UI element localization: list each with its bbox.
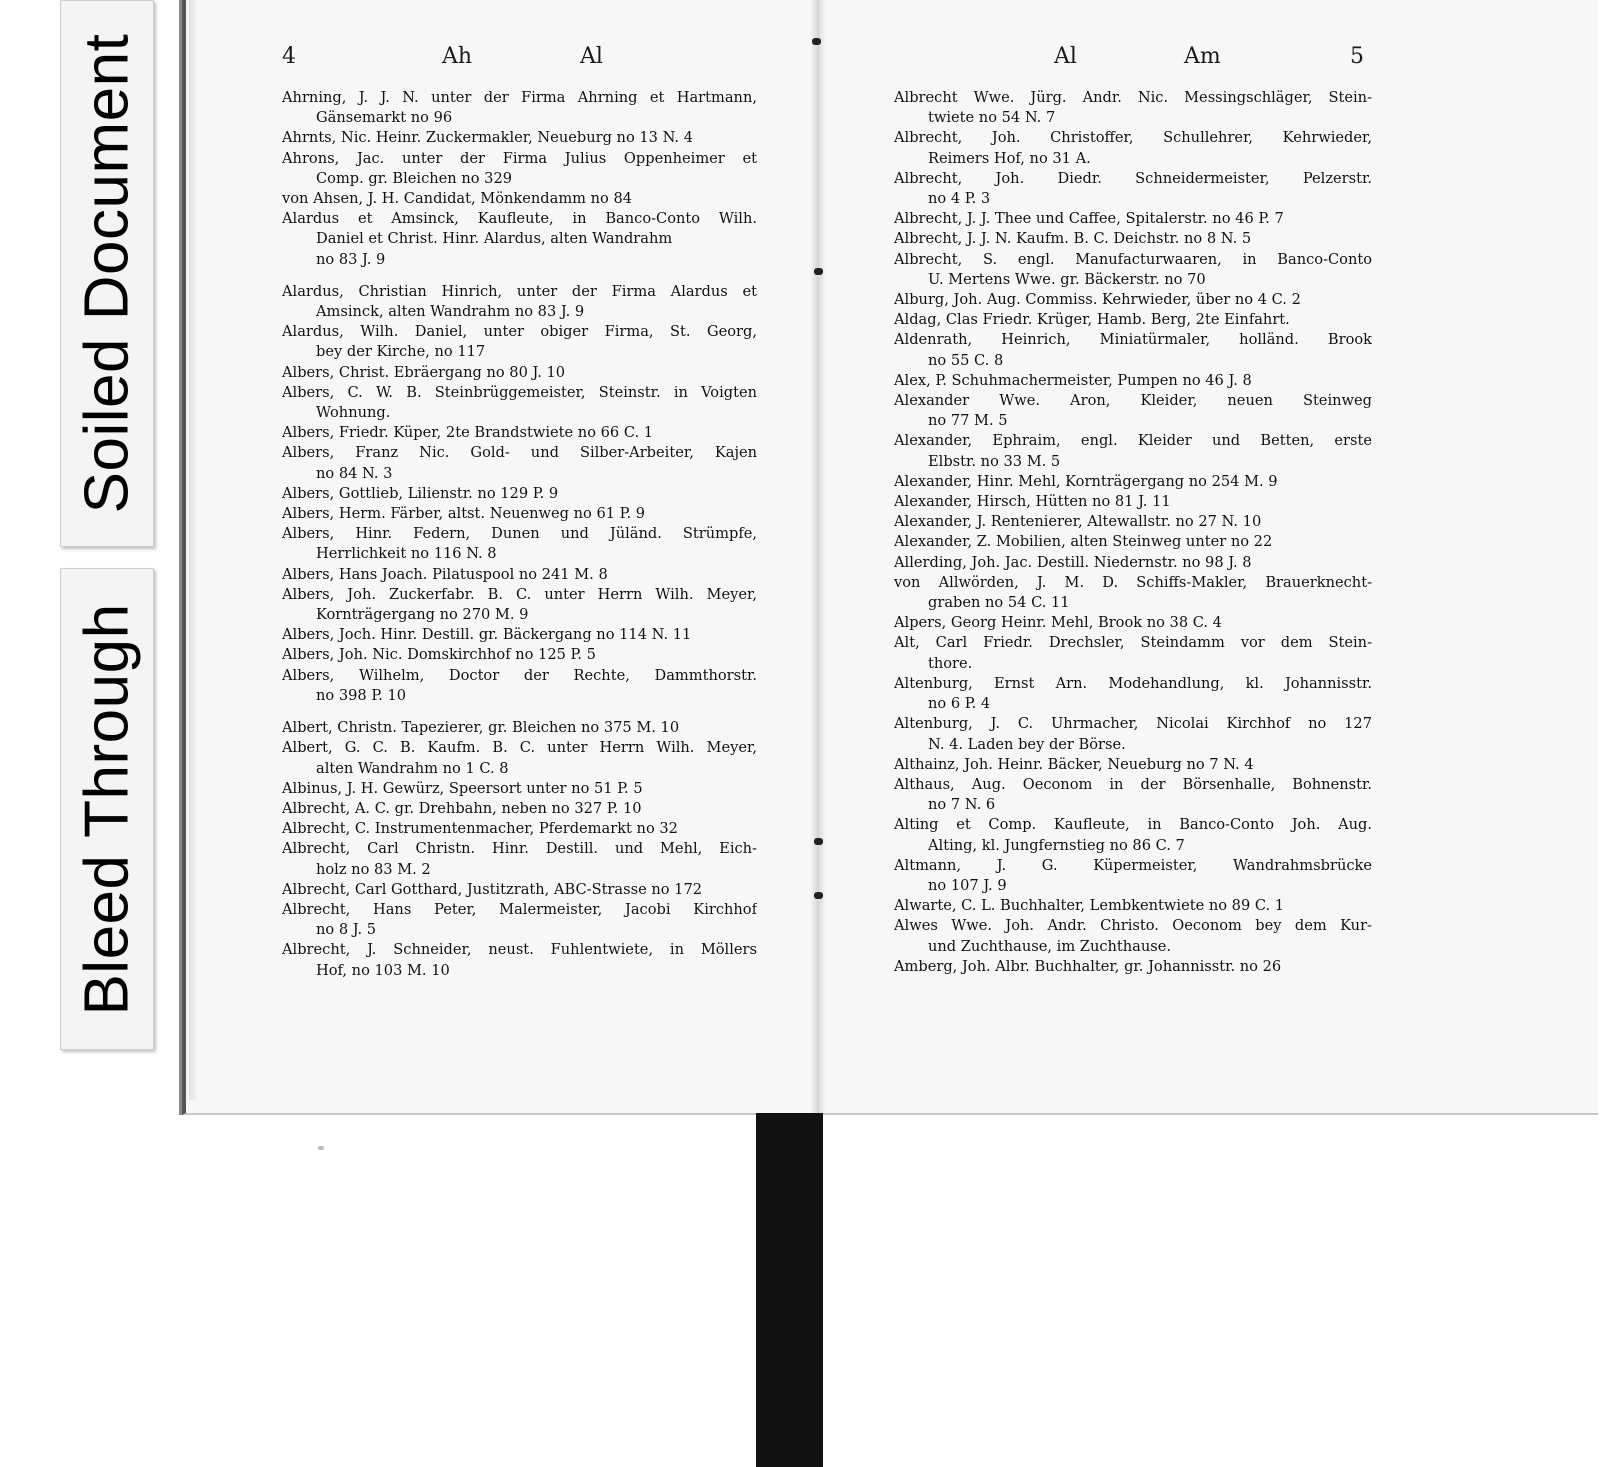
- entry-line: Alpers, Georg Heinr. Mehl, Brook no 38 C. 4: [894, 614, 1222, 632]
- entry-continuation: und Zuchthause, im Zuchthause.: [928, 937, 1172, 955]
- entry-continuation: Wohnung.: [316, 404, 391, 422]
- directory-entry: [894, 532, 1372, 552]
- entry-line: Ahrning, J. J. N. unter der Firma Ahrning et Hartmann,: [282, 89, 757, 106]
- directory-entry: [894, 553, 1372, 573]
- directory-entry: [282, 128, 757, 148]
- entry-line: Alexander, J. Rentenierer, Altewallstr. no 27 N. 10: [894, 513, 1262, 531]
- entry-line: Albers, Wilhelm, Doctor der Rechte, Dammthorstr.: [282, 666, 757, 684]
- entry-line: Albers, C. W. B. Steinbrüggemeister, Steinstr. in Voigten: [282, 383, 757, 401]
- binding-stitch: [814, 892, 823, 899]
- entry-continuation: Alting, kl. Jungfernstieg no 86 C. 7: [928, 836, 1185, 854]
- left-running-head: [282, 44, 757, 78]
- directory-entry: [282, 666, 757, 706]
- entry-continuation: no 107 J. 9: [928, 876, 1007, 894]
- entry-continuation: Gänsemarkt no 96: [316, 109, 453, 127]
- directory-entry: [282, 880, 757, 900]
- binding-stitch: [812, 38, 821, 45]
- binding-stitch: [814, 268, 823, 275]
- bleed-through-label: Bleed Through: [72, 602, 142, 1016]
- entry-line: Albrecht, J. Schneider, neust. Fuhlentwiete, in Möllers: [282, 941, 757, 959]
- entry-continuation: alten Wandrahm no 1 C. 8: [316, 759, 509, 777]
- entry-line: Alburg, Joh. Aug. Commiss. Kehrwieder, über no 4 C. 2: [894, 291, 1301, 309]
- entry-continuation: Amsinck, alten Wandrahm no 83 J. 9: [316, 303, 585, 321]
- entry-line: Albrecht, Carl Gotthard, Justitzrath, ABC-Strasse no 172: [282, 880, 703, 898]
- directory-entry: [282, 779, 757, 799]
- entry-line: Alexander, Hirsch, Hütten no 81 J. 11: [894, 493, 1171, 511]
- page-number: 4: [282, 44, 296, 69]
- directory-entry: [894, 88, 1372, 128]
- directory-entry: [282, 625, 757, 645]
- directory-entry: [282, 900, 757, 940]
- entry-line: Albers, Herm. Färber, altst. Neuenweg no 61 P. 9: [282, 505, 646, 523]
- directory-entry: [894, 310, 1372, 330]
- entry-line: Allerding, Joh. Jac. Destill. Niedernstr. no 98 J. 8: [894, 553, 1252, 571]
- side-tabs: [60, 0, 152, 1050]
- directory-entry: [894, 573, 1372, 613]
- entry-continuation: no 7 N. 6: [928, 796, 996, 814]
- entry-continuation: bey der Kirche, no 117: [316, 343, 486, 361]
- directory-entry: [894, 371, 1372, 391]
- entry-continuation: Daniel et Christ. Hinr. Alardus, alten Wandrahm: [316, 230, 673, 248]
- entry-continuation: no 84 N. 3: [316, 464, 393, 482]
- directory-entry: [894, 755, 1372, 775]
- directory-entry: [894, 916, 1372, 956]
- entry-line: Albrecht, Carl Christn. Hinr. Destill. und Mehl, Eich-: [282, 840, 757, 858]
- directory-entry: [282, 819, 757, 839]
- directory-entry: [894, 815, 1372, 855]
- directory-entry: [282, 443, 757, 483]
- directory-entry: [894, 714, 1372, 754]
- entry-line: Ahrnts, Nic. Heinr. Zuckermakler, Neueburg no 13 N. 4: [282, 129, 693, 147]
- directory-entry: [282, 423, 757, 443]
- directory-entry: [282, 88, 757, 128]
- bleed-through-tab: [60, 568, 154, 1050]
- entry-continuation: N. 4. Laden bey der Börse.: [928, 735, 1126, 753]
- directory-entry: [282, 585, 757, 625]
- entry-line: Alardus, Wilh. Daniel, unter obiger Firma, St. Georg,: [282, 323, 757, 341]
- directory-entry: [282, 189, 757, 209]
- right-entries-list: [894, 88, 1372, 977]
- directory-entry: [282, 149, 757, 189]
- book-gutter: [810, 0, 826, 1113]
- entry-continuation: Comp. gr. Bleichen no 329: [316, 169, 513, 187]
- entry-line: Albrecht, Joh. Diedr. Schneidermeister, Pelzerstr.: [894, 169, 1372, 187]
- entry-line: Albers, Gottlieb, Lilienstr. no 129 P. 9: [282, 484, 559, 502]
- entry-continuation: Reimers Hof, no 31 A.: [928, 149, 1091, 167]
- entry-line: Altenburg, Ernst Arn. Modehandlung, kl. Johannisstr.: [894, 674, 1372, 692]
- soiled-document-label: Soiled Document: [72, 33, 142, 514]
- directory-entry: [894, 330, 1372, 370]
- directory-entry: [894, 250, 1372, 290]
- entry-line: Albers, Hinr. Federn, Dunen und Jüländ. Strümpfe,: [282, 525, 757, 543]
- entry-continuation: no 398 P. 10: [316, 686, 407, 704]
- entry-continuation: holz no 83 M. 2: [316, 860, 431, 878]
- entry-continuation: Elbstr. no 33 M. 5: [928, 452, 1061, 470]
- entry-line: Albers, Friedr. Küper, 2te Brandstwiete no 66 C. 1: [282, 424, 654, 442]
- entry-line: Albert, Christn. Tapezierer, gr. Bleichen no 375 M. 10: [282, 719, 680, 737]
- head-right: Am: [1184, 44, 1221, 69]
- entry-line: Alardus, Christian Hinrich, unter der Firma Alardus et: [282, 282, 757, 300]
- entry-line: Aldenrath, Heinrich, Miniatürmaler, holländ. Brook: [894, 331, 1372, 349]
- entry-line: Albinus, J. H. Gewürz, Speersort unter no 51 P. 5: [282, 779, 643, 797]
- directory-entry: [894, 391, 1372, 431]
- entry-line: Albrecht, J. J. Thee und Caffee, Spitalerstr. no 46 P. 7: [894, 210, 1284, 228]
- entry-line: Albrecht, J. J. N. Kaufm. B. C. Deichstr. no 8 N. 5: [894, 230, 1252, 248]
- entry-line: Ahrons, Jac. unter der Firma Julius Oppenheimer et: [282, 149, 757, 167]
- bookmark-ribbon: [756, 1113, 823, 1467]
- directory-entry: [894, 209, 1372, 229]
- entry-line: Alexander, Ephraim, engl. Kleider und Betten, erste: [894, 432, 1372, 450]
- entry-continuation: twiete no 54 N. 7: [928, 109, 1056, 127]
- entry-line: Albers, Joh. Zuckerfabr. B. C. unter Herrn Wilh. Meyer,: [282, 585, 757, 603]
- right-running-head: [894, 44, 1372, 78]
- directory-entry: [282, 645, 757, 665]
- directory-entry: [894, 957, 1372, 977]
- entry-line: Albers, Franz Nic. Gold- und Silber-Arbeiter, Kajen: [282, 444, 757, 462]
- entry-line: von Allwörden, J. M. D. Schiffs-Makler, Brauerknecht-: [894, 573, 1372, 591]
- directory-entry: [894, 856, 1372, 896]
- directory-entry: [894, 512, 1372, 532]
- directory-entry: [894, 674, 1372, 714]
- entry-line: Aldag, Clas Friedr. Krüger, Hamb. Berg, 2te Einfahrt.: [894, 311, 1290, 329]
- entry-line: Albrecht, C. Instrumentenmacher, Pferdemarkt no 32: [282, 820, 678, 838]
- entry-line: Albrecht, S. engl. Manufacturwaaren, in Banco-Conto: [894, 250, 1372, 268]
- entry-line: Albrecht, Hans Peter, Malermeister, Jacobi Kirchhof: [282, 900, 757, 918]
- directory-entry: [282, 209, 757, 249]
- head-left: Al: [1054, 44, 1077, 69]
- entry-continuation: Hof, no 103 M. 10: [316, 961, 450, 979]
- open-book: [182, 0, 1598, 1115]
- entry-line: Alting et Comp. Kaufleute, in Banco-Conto Joh. Aug.: [894, 816, 1372, 834]
- entry-continuation: no 55 C. 8: [928, 351, 1004, 369]
- directory-entry: [894, 633, 1372, 673]
- head-right: Al: [580, 44, 603, 69]
- entry-line: Altenburg, J. C. Uhrmacher, Nicolai Kirchhof no 127: [894, 715, 1372, 733]
- directory-entry: [282, 322, 757, 362]
- directory-entry: [282, 250, 757, 270]
- page-number: 5: [1350, 44, 1364, 69]
- entry-continuation: Herrlichkeit no 116 N. 8: [316, 545, 497, 563]
- entry-continuation: no 4 P. 3: [928, 190, 991, 208]
- entry-line: Albert, G. C. B. Kaufm. B. C. unter Herrn Wilh. Meyer,: [282, 739, 757, 757]
- entry-line: Albers, Joh. Nic. Domskirchhof no 125 P. 5: [282, 646, 596, 664]
- entry-line: Althaus, Aug. Oeconom in der Börsenhalle, Bohnenstr.: [894, 775, 1372, 793]
- entry-line: Alardus et Amsinck, Kaufleute, in Banco-Conto Wilh.: [282, 210, 757, 228]
- entry-line: Albers, Joch. Hinr. Destill. gr. Bäckergang no 114 N. 11: [282, 626, 692, 644]
- entry-line: Albers, Hans Joach. Pilatuspool no 241 M. 8: [282, 565, 608, 583]
- entry-continuation: no 6 P. 4: [928, 695, 991, 713]
- directory-entry: [282, 383, 757, 423]
- binding-stitch: [814, 838, 823, 845]
- directory-entry: [894, 613, 1372, 633]
- directory-entry: [894, 492, 1372, 512]
- directory-entry: [282, 940, 757, 980]
- directory-entry: [282, 718, 757, 738]
- entry-line: Albrecht Wwe. Jürg. Andr. Nic. Messingschläger, Stein-: [894, 89, 1372, 106]
- directory-entry: [282, 799, 757, 819]
- entry-continuation: no 8 J. 5: [316, 921, 377, 939]
- directory-entry: [282, 524, 757, 564]
- left-entries-list: [282, 88, 757, 981]
- entry-line: Albrecht, A. C. gr. Drehbahn, neben no 327 P. 10: [282, 799, 642, 817]
- entry-line: Alwes Wwe. Joh. Andr. Christo. Oeconom bey dem Kur-: [894, 917, 1372, 935]
- entry-line: Alex, P. Schuhmachermeister, Pumpen no 46 J. 8: [894, 371, 1252, 389]
- entry-line: Althainz, Joh. Heinr. Bäcker, Neueburg no 7 N. 4: [894, 755, 1254, 773]
- entry-line: Altmann, J. G. Küpermeister, Wandrahmsbrücke: [894, 856, 1372, 874]
- entry-line: Alwarte, C. L. Buchhalter, Lembkentwiete no 89 C. 1: [894, 897, 1285, 915]
- entry-continuation: Kornträgergang no 270 M. 9: [316, 606, 529, 624]
- entry-continuation: no 77 M. 5: [928, 412, 1008, 430]
- entry-line: von Ahsen, J. H. Candidat, Mönkendamm no 84: [282, 190, 633, 208]
- directory-entry: [894, 290, 1372, 310]
- entry-line: Amberg, Joh. Albr. Buchhalter, gr. Johannisstr. no 26: [894, 957, 1282, 975]
- directory-entry: [894, 128, 1372, 168]
- entry-continuation: no 83 J. 9: [316, 250, 386, 268]
- entry-continuation: graben no 54 C. 11: [928, 594, 1070, 612]
- entry-line: Alexander Wwe. Aron, Kleider, neuen Steinweg: [894, 392, 1372, 410]
- directory-entry: [894, 775, 1372, 815]
- paper-speck: [318, 1146, 324, 1150]
- directory-entry: [282, 282, 757, 322]
- directory-entry: [282, 738, 757, 778]
- book-edge: [189, 0, 199, 1100]
- directory-entry: [894, 472, 1372, 492]
- entry-continuation: U. Mertens Wwe. gr. Bäckerstr. no 70: [928, 270, 1206, 288]
- directory-entry: [282, 839, 757, 879]
- entry-line: Albers, Christ. Ebräergang no 80 J. 10: [282, 363, 566, 381]
- entry-line: Albrecht, Joh. Christoffer, Schullehrer, Kehrwieder,: [894, 129, 1372, 147]
- directory-entry: [894, 896, 1372, 916]
- directory-entry: [894, 169, 1372, 209]
- directory-entry: [282, 484, 757, 504]
- directory-entry: [282, 565, 757, 585]
- entry-line: Alexander, Z. Mobilien, alten Steinweg unter no 22: [894, 533, 1273, 551]
- entry-continuation: thore.: [928, 654, 973, 672]
- directory-entry: [282, 363, 757, 383]
- directory-entry: [894, 431, 1372, 471]
- entry-line: Alexander, Hinr. Mehl, Kornträgergang no 254 M. 9: [894, 472, 1278, 490]
- directory-entry: [282, 504, 757, 524]
- head-left: Ah: [442, 44, 473, 69]
- directory-entry: [894, 229, 1372, 249]
- soiled-document-tab: [60, 0, 154, 547]
- entry-line: Alt, Carl Friedr. Drechsler, Steindamm vor dem Stein-: [894, 634, 1372, 652]
